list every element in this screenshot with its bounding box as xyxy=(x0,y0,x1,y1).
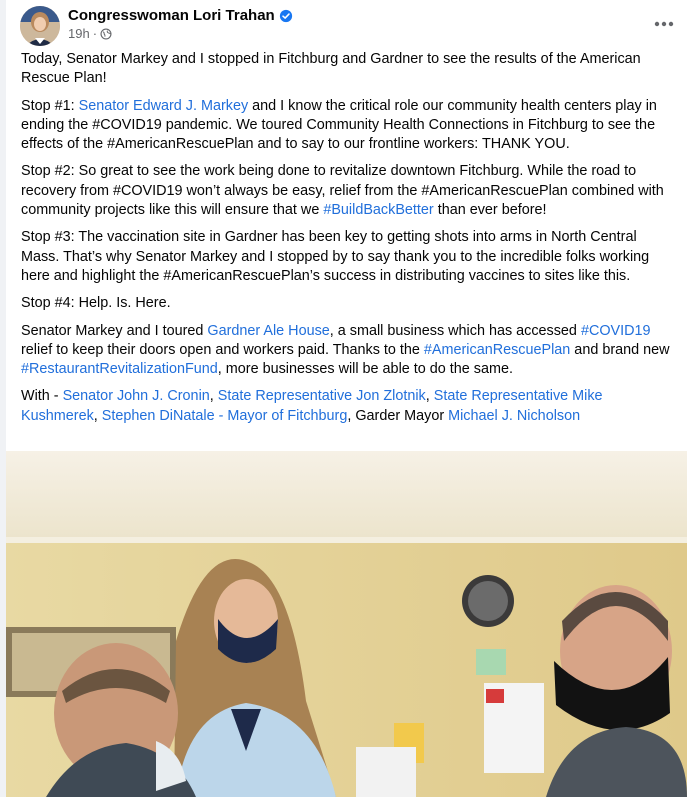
more-options-button[interactable] xyxy=(648,10,680,38)
post-meta xyxy=(68,25,112,43)
author-name-row xyxy=(68,6,293,26)
tag-jon-zlotnik[interactable]: State Representative Jon Zlotnik xyxy=(217,388,426,405)
hashtag-covid19[interactable]: #COVID19 xyxy=(580,322,651,339)
paragraph-text: With - xyxy=(21,388,63,405)
paragraph-text: Stop #1: xyxy=(21,97,79,114)
verified-badge-icon xyxy=(279,9,293,23)
globe-icon[interactable] xyxy=(100,28,112,40)
paragraph-text: Stop #4: Help. Is. Here. xyxy=(21,295,171,312)
hashtag-americanrescueplan[interactable]: #AmericanRescuePlan xyxy=(423,341,571,358)
post-photo[interactable] xyxy=(6,451,687,797)
hashtag-buildbackbetter[interactable]: #BuildBackBetter xyxy=(323,202,434,219)
tag-edward-markey[interactable]: Senator Edward J. Markey xyxy=(78,97,249,114)
hashtag-restaurantrevitalizationfund[interactable]: #RestaurantRevitalizationFund xyxy=(21,361,218,378)
paragraph-text: than ever before! xyxy=(433,202,547,219)
post-paragraph xyxy=(21,228,676,286)
paragraph-text: and brand new xyxy=(570,341,670,358)
tag-gardner-ale-house[interactable]: Gardner Ale House xyxy=(207,322,330,339)
post-paragraph xyxy=(21,162,676,220)
post-paragraph xyxy=(21,294,676,313)
author-name[interactable]: Congresswoman Lori Trahan xyxy=(68,7,275,24)
paragraph-text: , more businesses will be able to do the same. xyxy=(217,361,513,378)
paragraph-text: Stop #3: The vaccination site in Gardner has been key to getting shots into arms in North Central Mass. That’s why Senator Markey and I stopped by to say thank you to the incredible folks working here and highlight the #AmericanRescuePlan’s success in distributing vaccines to sites like this. xyxy=(21,229,650,284)
post-paragraph xyxy=(21,387,676,426)
paragraph-text: , xyxy=(209,388,218,405)
tag-michael-nicholson[interactable]: Michael J. Nicholson xyxy=(448,407,581,424)
paragraph-text: , xyxy=(93,407,102,424)
paragraph-text: relief to keep their doors open and workers paid. Thanks to the xyxy=(21,341,424,358)
tag-stephen-dinatale[interactable]: Stephen DiNatale - Mayor of Fitchburg xyxy=(101,407,348,424)
paragraph-text: Today, Senator Markey and I stopped in Fitchburg and Gardner to see the results of the American Rescue Plan! xyxy=(21,51,641,87)
tag-mike-kushmerek[interactable]: State Representative Mike Kushmerek xyxy=(21,388,603,424)
paragraph-text: , Garder Mayor xyxy=(347,407,449,424)
more-options-icon xyxy=(654,21,674,27)
post-card xyxy=(6,0,687,797)
post-paragraph xyxy=(21,97,676,155)
paragraph-text: and I know the critical role our community health centers play in ending the #COVID19 pandemic. We toured Community Health Connections in Fitchburg to see the effects of the #AmericanRescuePlan and to say to our frontline workers: THANK YOU. xyxy=(21,97,657,153)
post-header xyxy=(20,6,680,46)
post-paragraph xyxy=(21,322,676,380)
photo-image xyxy=(6,451,687,797)
paragraph-text: , xyxy=(425,388,434,405)
paragraph-text: , a small business which has accessed xyxy=(329,322,581,339)
post-text xyxy=(21,50,676,434)
meta-separator: · xyxy=(92,26,98,41)
author-avatar[interactable] xyxy=(20,6,60,46)
avatar-image xyxy=(20,6,60,46)
paragraph-text: Stop #2: So great to see the work being done to revitalize downtown Fitchburg. While the road to recovery from #COVID19 won’t always be easy, relief from the #AmericanRescuePlan combined with community projects like this will ensure that we xyxy=(21,163,664,219)
paragraph-text: Senator Markey and I toured xyxy=(21,322,208,339)
tag-john-cronin[interactable]: Senator John J. Cronin xyxy=(62,388,210,405)
post-time[interactable]: 19h xyxy=(68,26,90,41)
post-paragraph xyxy=(21,50,676,89)
